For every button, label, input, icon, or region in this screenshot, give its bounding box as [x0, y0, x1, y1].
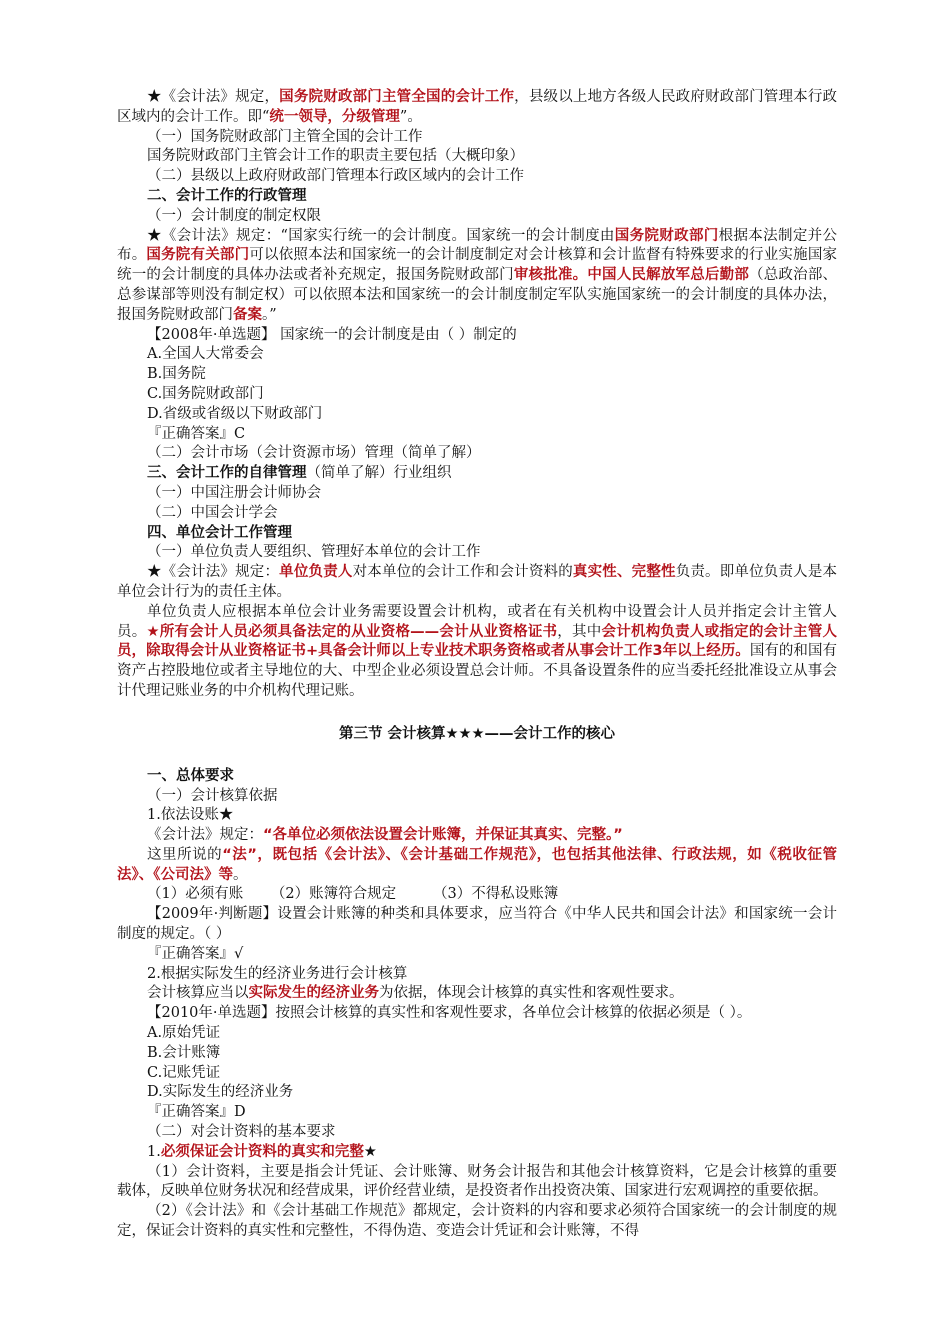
option: C.国务院财政部门 [147, 385, 264, 402]
line: （1）必须有账 （2）账簿符合规定 （3）不得私设账簿 [147, 886, 559, 903]
line: （一）中国注册会计师协会 [147, 484, 321, 501]
text: 1. [147, 1143, 161, 1160]
paragraph-requirements: （2）《会计法》和《会计基础工作规范》都规定，会计资料的内容和要求必须符合国家统一的会计制度的规定，保证会计资料的真实性和完整性，不得伪造、变造会计凭证和会计账簿，不得 [117, 1203, 837, 1240]
paragraph-law-books [117, 826, 837, 846]
line: 2.根据实际发生的经济业务进行会计核算 [147, 965, 408, 982]
paragraph-actual-business [117, 984, 837, 1004]
text: ，县级以上地方各级人民政府财政部门管理本行政区域内的会计工作。即“ [117, 89, 838, 125]
section-heading: 一、总体要求 [147, 767, 234, 784]
option: D.实际发生的经济业务 [147, 1084, 294, 1101]
text: 负责。即单位负责人是本单位会计行为的责任主体。 [117, 564, 838, 600]
highlight: 国务院有关部门 [146, 247, 250, 264]
chapter-title: 第三节 会计核算★★★——会计工作的核心 [338, 725, 616, 742]
text: ★《会计法》规定： [147, 564, 280, 581]
section-heading [117, 464, 837, 484]
paragraph-responsible [117, 563, 837, 603]
paragraph-accounting-law [117, 88, 837, 128]
highlight: “法”，既包括《会计法》、《会计基础工作规范》，也包括其他法律、行政法规，如《税收征管法》、《公司法》等 [117, 846, 837, 883]
option: A.原始凭证 [147, 1025, 221, 1042]
line: （一）会计制度的制定权限 [147, 207, 321, 224]
section-heading: 四、单位会计工作管理 [147, 524, 292, 541]
line: 国务院财政部门主管会计工作的职责主要包括（大概印象） [147, 148, 524, 165]
heading-text: 三、会计工作的自律管理 [147, 465, 307, 482]
star: ★ [363, 1143, 377, 1160]
highlight: 真实性、完整性 [572, 564, 676, 581]
answer: 『正确答案』√ [147, 945, 244, 962]
question: 【2009年·判断题】设置会计账簿的种类和具体要求，应当符合《中华人民共和国会计法》和国家统一会计制度的规定。（ ） [117, 906, 837, 943]
highlight: 单位负责人 [279, 564, 353, 581]
line: （二）会计市场（会计资源市场）管理（简单了解） [147, 445, 481, 462]
line: （一）单位负责人要组织、管理好本单位的会计工作 [147, 544, 481, 561]
text: （总政治部、总参谋部等则没有制定权）可以依照本法和国家统一的会计制度制定军队实施国家统一的会计制度的具体办法，报国务院财政部门 [117, 267, 838, 323]
option: B.会计账簿 [147, 1044, 221, 1061]
text: 。 [233, 866, 248, 883]
highlight: 审核批准。 [513, 267, 588, 284]
text: 为依据，体现会计核算的真实性和客观性要求。 [379, 985, 684, 1002]
text: 会计核算应当以 [147, 985, 249, 1002]
text: ★《会计法》规定， [147, 89, 280, 105]
text: 国有的和国有资产占控股地位或者主导地位的大、中型企业必须设置总会计师。不具备设置条件的应当委托经批准设立从事会计代理记账业务的中介机构代理记账。 [117, 643, 837, 699]
paragraph-qualification [117, 603, 837, 702]
document-page [117, 88, 837, 1242]
highlight: “各单位必须依法设置会计账簿，并保证其真实、完整。” [263, 827, 623, 844]
text: ，其中 [557, 623, 602, 640]
line: （二）县级以上政府财政部门管理本行政区域内的会计工作 [147, 168, 524, 185]
answer: 『正确答案』D [147, 1104, 246, 1121]
subheading [117, 1143, 837, 1163]
text: 根据本法制定并公布。 [117, 227, 837, 264]
highlight: 国务院财政部门主管全国的会计工作 [279, 89, 515, 105]
text: ”。 [399, 108, 422, 125]
highlight: ★所有会计人员必须具备法定的从业资格——会计从业资格证书 [146, 623, 558, 640]
line: （二）对会计资料的基本要求 [147, 1124, 336, 1141]
highlight: 中国人民解放军总后勤部 [587, 267, 750, 284]
section-heading: 二、会计工作的行政管理 [147, 187, 307, 204]
question: 【2010年·单选题】按照会计核算的真实性和客观性要求，各单位会计核算的依据必须是（ ）。 [147, 1005, 752, 1022]
text: ★《会计法》规定：“国家实行统一的会计制度。国家统一的会计制度由 [147, 227, 615, 244]
answer: 『正确答案』C [147, 425, 246, 442]
text: 这里所说的 [147, 846, 223, 863]
paragraph-system [117, 227, 837, 326]
highlight: 实际发生的经济业务 [248, 985, 379, 1002]
line: 1.依法设账★ [147, 807, 234, 824]
text: 对本单位的会计工作和会计资料的 [352, 564, 573, 581]
text: （简单了解）行业组织 [306, 465, 452, 482]
option: D.省级或省级以下财政部门 [147, 405, 323, 422]
highlight: 国务院财政部门 [614, 227, 719, 244]
option: C.记账凭证 [147, 1064, 221, 1081]
text: 《会计法》规定： [147, 827, 263, 844]
line: （二）中国会计学会 [147, 504, 278, 521]
question: 【2008年·单选题】 国家统一的会计制度是由（ ）制定的 [147, 326, 517, 343]
highlight: 会计机构负责人或指定的会计主管人员，除取得会计从业资格证书+具备会计师以上专业技术职务资格或者从事会计工作3年以上经历。 [117, 623, 838, 660]
line: （一）国务院财政部门主管全国的会计工作 [147, 128, 423, 145]
paragraph-materials: （1）会计资料，主要是指会计凭证、会计账簿、财务会计报告和其他会计核算资料，它是会计核算的重要载体，反映单位财务状况和经营成果，评价经营业绩，是投资者作出投资决策、国家进行宏观调控的重要依据。 [117, 1163, 837, 1200]
text: 。” [262, 306, 277, 323]
paragraph-law-scope [117, 846, 837, 886]
line: （一）会计核算依据 [147, 787, 278, 804]
option: B.国务院 [147, 366, 206, 383]
highlight: 必须保证会计资料的真实和完整 [160, 1143, 364, 1160]
text: 可以依照本法和国家统一的会计制度制定对会计核算和会计监督有特殊要求的行业实施国家统一的会计制度的具体办法或者补充规定，报国务院财政部门 [117, 247, 838, 284]
option: A.全国人大常委会 [147, 346, 264, 363]
text: 单位负责人应根据本单位会计业务需要设置会计机构，或者在有关机构中设置会计人员并指定会计主管人员。 [117, 603, 837, 640]
highlight: 统一领导，分级管理 [269, 108, 400, 125]
highlight: 备案 [233, 306, 262, 323]
